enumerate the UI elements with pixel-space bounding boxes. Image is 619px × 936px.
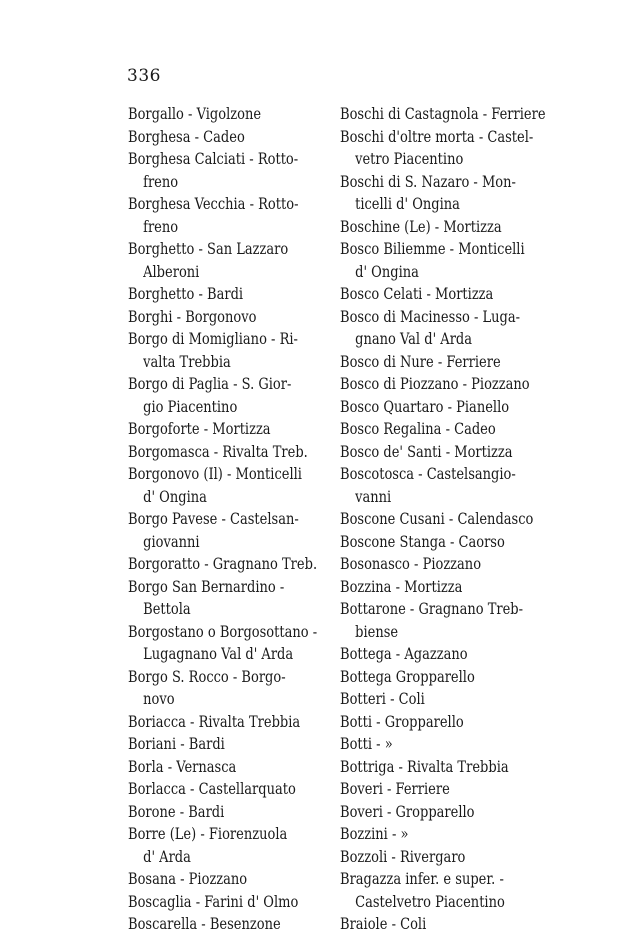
entry-line: Borone - Bardi (128, 802, 225, 821)
entry-line: Boschi d'oltre morta - Castel- (340, 127, 534, 146)
entry-line: Boscarella - Besenzone (128, 915, 281, 933)
entry-line: Bottega Gropparello (340, 667, 475, 686)
entry-line: Bosco Regalina - Cadeo (340, 420, 496, 438)
entry-line: Boscaglia - Farini d' Olmo (128, 892, 299, 911)
entry-line: Bosco de' Santi - Mortizza (340, 442, 513, 461)
entry-line: vetro Piacentino (355, 150, 464, 168)
entry-line: Bettola (143, 600, 191, 618)
entry-line: Borghesa - Cadeo (128, 127, 245, 146)
entry-line: Borghetto - Bardi (128, 285, 244, 303)
entry-line: Borghesa Vecchia - Rotto- (128, 195, 299, 213)
entry-line: Bosana - Piozzano (128, 870, 248, 888)
entry-line: d' Ongina (143, 487, 207, 506)
entry-line: gnano Val d' Arda (355, 330, 473, 348)
entry-line: Botti - » (340, 735, 393, 753)
entry-line: Borla - Vernasca (128, 757, 237, 776)
entry-line: Borlacca - Castellarquato (128, 780, 296, 798)
entry-line: Borgostano o Borgosottano - (128, 622, 318, 641)
entry-line: gio Piacentino (143, 397, 238, 416)
entry-line: biense (355, 622, 399, 641)
entry-line: Bosco di Nure - Ferriere (340, 352, 501, 371)
entry-line: Borghetto - San Lazzaro (128, 240, 289, 258)
entry-line: Borgo di Paglia - S. Gior- (128, 375, 292, 393)
entry-line: Borghi - Borgonovo (128, 307, 257, 326)
entry-line: ticelli d' Ongina (355, 195, 460, 213)
right-column (340, 103, 558, 936)
entry-line: Borgo Pavese - Castelsan- (128, 510, 299, 528)
entry-line: Castelvetro Piacentino (355, 892, 505, 911)
entry-line: Botteri - Coli (340, 690, 425, 708)
entry-line: freno (143, 172, 179, 191)
entry-line: valta Trebbia (143, 352, 231, 371)
entry-line: Alberoni (143, 262, 200, 281)
entry-line: freno (143, 217, 179, 236)
entry-line: Braiole - Coli (340, 915, 427, 933)
entry-line: Bragazza infer. e super. - (340, 870, 504, 888)
entry-line: Lugagnano Val d' Arda (143, 645, 294, 663)
entry-line: Borre (Le) - Fiorenzuola (128, 825, 288, 843)
entry-line: Boschine (Le) - Mortizza (340, 217, 502, 236)
entry-line: d' Arda (143, 847, 191, 866)
entry-line: Borgo di Momigliano - Ri- (128, 330, 298, 348)
entry-line: Bosco di Piozzano - Piozzano (340, 375, 530, 393)
page-number: 336 (127, 66, 161, 86)
entry-line: Borgallo - Vigolzone (128, 105, 262, 123)
entry-line: Botti - Gropparello (340, 712, 464, 731)
entry-line: Borgo San Bernardino - (128, 577, 285, 596)
entry-line: Borgo S. Rocco - Borgo- (128, 667, 286, 686)
entry-line: Boschi di S. Nazaro - Mon- (340, 172, 516, 191)
entry-line: Bottega - Agazzano (340, 645, 468, 663)
entry-line: Borgomasca - Rivalta Treb. (128, 442, 308, 461)
entry-line: Bottarone - Gragnano Treb- (340, 600, 524, 618)
entry-line: Bosonasco - Piozzano (340, 555, 482, 573)
entry-line: Borgoratto - Gragnano Treb. (128, 555, 318, 573)
entry-line: Borghesa Calciati - Rotto- (128, 150, 299, 168)
entry-line: Boveri - Ferriere (340, 780, 450, 798)
entry-line: Bozzoli - Rivergaro (340, 847, 466, 866)
entry-line: Bozzina - Mortizza (340, 577, 463, 596)
entry-line: giovanni (143, 532, 200, 551)
entry-line: Boscone Stanga - Caorso (340, 532, 505, 551)
entry-line: Boscone Cusani - Calendasco (340, 510, 534, 528)
entry-line: Boveri - Gropparello (340, 802, 475, 821)
entry-line: Boriacca - Rivalta Trebbia (128, 712, 301, 731)
entry-line: Boschi di Castagnola - Ferriere (340, 105, 546, 123)
entry-line: d' Ongina (355, 262, 419, 281)
entry-line: Bosco di Macinesso - Luga- (340, 307, 521, 326)
entry-line: Bozzini - » (340, 825, 409, 843)
entry-line: vanni (355, 487, 392, 506)
entry-line: Bosco Biliemme - Monticelli (340, 240, 525, 258)
entry-line: Bosco Celati - Mortizza (340, 285, 494, 303)
entry-line: Boriani - Bardi (128, 735, 225, 753)
entry-line: Boscotosca - Castelsangio- (340, 465, 516, 483)
entry-line: Bottriga - Rivalta Trebbia (340, 757, 509, 776)
entry-line: Borgoforte - Mortizza (128, 420, 271, 438)
entry-line: novo (143, 690, 175, 708)
entry-line: Bosco Quartaro - Pianello (340, 397, 510, 416)
left-column (128, 103, 346, 936)
entry-line: Borgonovo (Il) - Monticelli (128, 465, 302, 483)
